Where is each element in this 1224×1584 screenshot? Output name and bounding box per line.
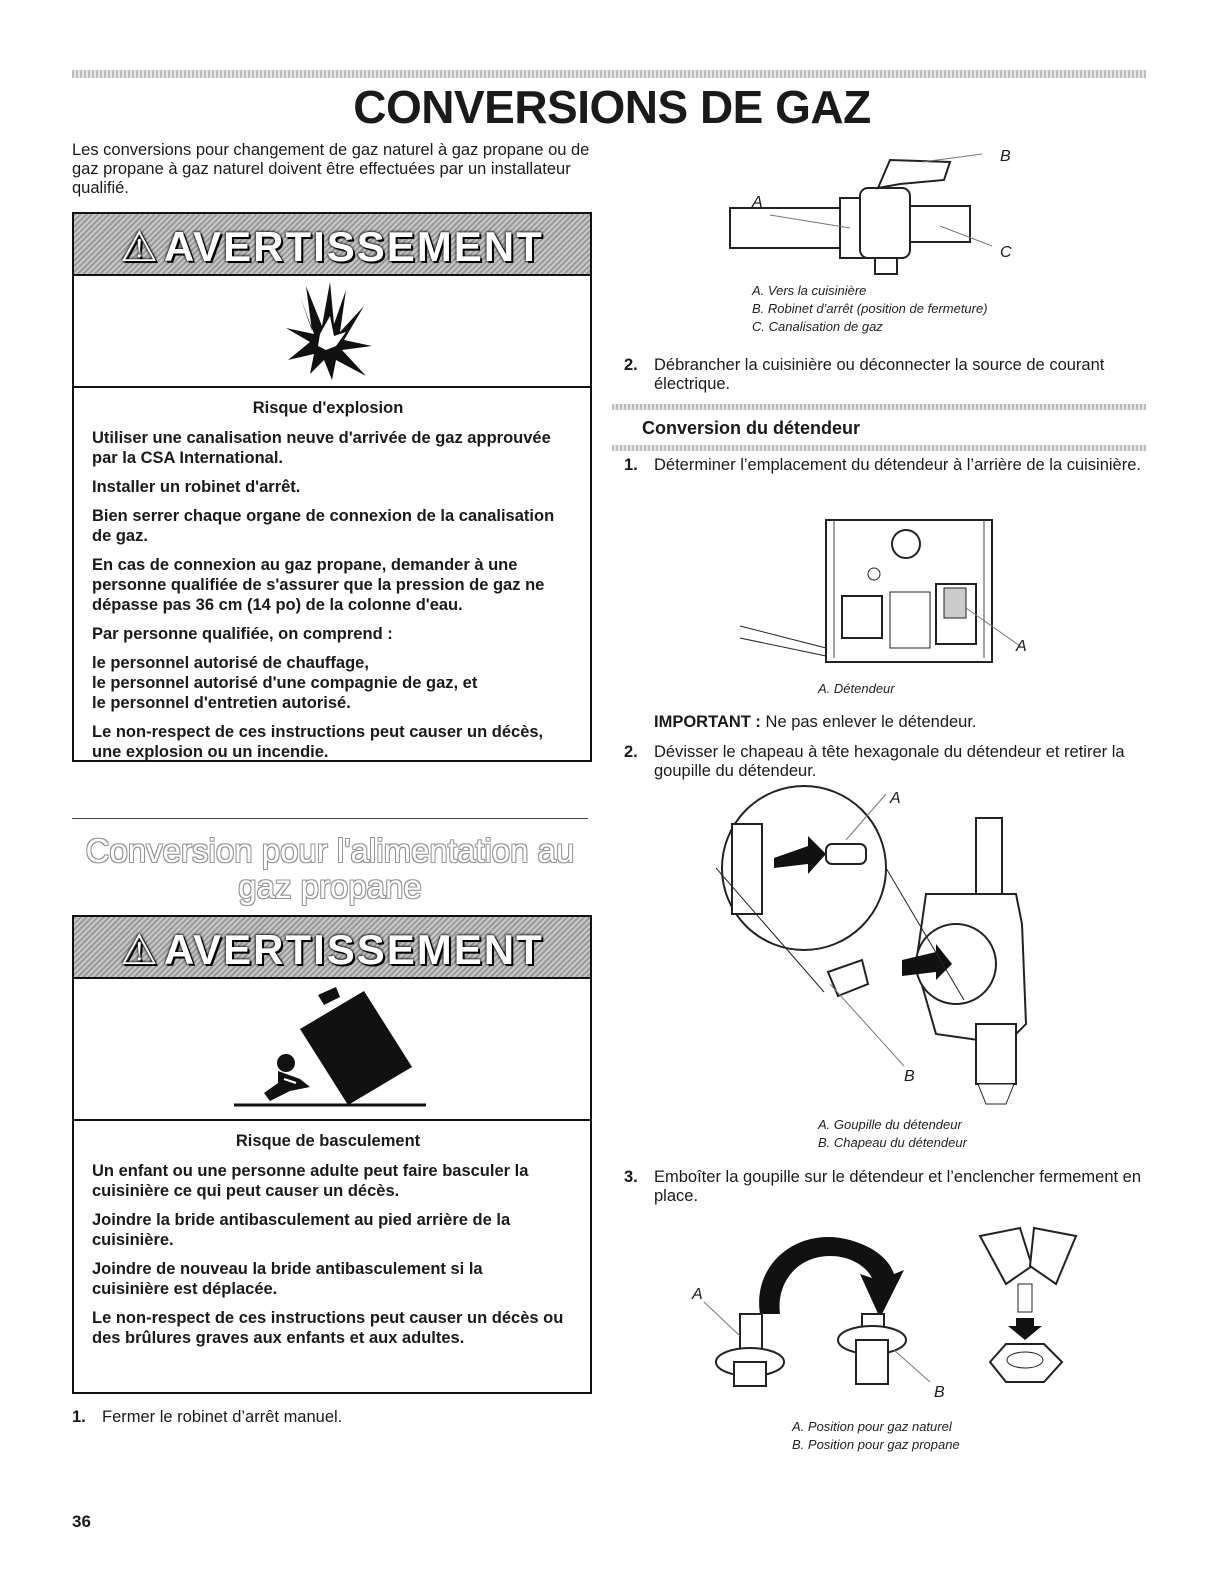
caption-line: A. Goupille du détendeur bbox=[818, 1117, 962, 1132]
warning-list-item: le personnel autorisé de chauffage, bbox=[92, 654, 369, 672]
step-text: Débrancher la cuisinière ou déconnecter la source de courant électrique. bbox=[654, 356, 1105, 393]
warning-triangle-icon: ⚠ bbox=[120, 926, 160, 973]
figure-label: B bbox=[904, 1068, 915, 1085]
figure-caption bbox=[818, 1116, 967, 1152]
caption-line: A. Vers la cuisinière bbox=[752, 283, 867, 298]
figure-label: A bbox=[752, 194, 763, 211]
step-text: Déterminer l’emplacement du détendeur à l’arrière de la cuisinière. bbox=[654, 456, 1141, 474]
figure-label: A bbox=[692, 1286, 703, 1303]
warning-header bbox=[74, 214, 590, 276]
warning-paragraph: Le non-respect de ces instructions peut causer un décès ou des brûlures graves aux enfants et aux adultes. bbox=[92, 1309, 564, 1347]
section-divider bbox=[72, 818, 588, 819]
caption-line: B. Chapeau du détendeur bbox=[818, 1135, 967, 1150]
subsection-header bbox=[612, 404, 1146, 451]
figure-caption bbox=[792, 1418, 960, 1454]
warning-header-text: AVERTISSEMENT bbox=[163, 223, 544, 270]
step-number: 1. bbox=[624, 456, 638, 474]
tipover-warning-box bbox=[72, 915, 592, 1394]
figure-label: A bbox=[890, 790, 901, 807]
figure-label: B bbox=[934, 1384, 945, 1401]
step-number: 2. bbox=[624, 356, 638, 374]
warning-paragraph: En cas de connexion au gaz propane, demander à une personne qualifiée de s'assurer que la pression de gaz ne dépasse pas 36 cm (14 po) de la colonne d'eau. bbox=[92, 556, 545, 614]
top-rule bbox=[72, 70, 1146, 78]
step-1-left bbox=[72, 1408, 588, 1427]
pin-position-diagram bbox=[690, 1222, 1090, 1402]
warning-risk: Risque d'explosion bbox=[252, 399, 404, 417]
caption-line: C. Canalisation de gaz bbox=[752, 319, 883, 334]
step-number: 2. bbox=[624, 743, 638, 761]
regulator-step-3 bbox=[624, 1168, 1144, 1206]
regulator-step-1 bbox=[624, 456, 1144, 475]
step-text: Dévisser le chapeau à tête hexagonale du détendeur et retirer la goupille du détendeur. bbox=[654, 743, 1125, 780]
step-text: Emboîter la goupille sur le détendeur et l’enclencher fermement en place. bbox=[654, 1168, 1142, 1205]
caption-line: A. Position pour gaz naturel bbox=[792, 1419, 952, 1434]
shutoff-valve-diagram bbox=[700, 140, 1040, 280]
figure-caption bbox=[752, 282, 988, 336]
warning-paragraph: Un enfant ou une personne adulte peut faire basculer la cuisinière ce qui peut causer un décès. bbox=[92, 1162, 529, 1200]
intro-text: Les conversions pour changement de gaz naturel à gaz propane ou de gaz propane à gaz naturel doivent être effectuées par un installateur qualifié. bbox=[72, 141, 590, 197]
caption-line: B. Position pour gaz propane bbox=[792, 1437, 960, 1452]
warning-paragraph: Bien serrer chaque organe de connexion de la canalisation de gaz. bbox=[92, 507, 555, 545]
warning-triangle-icon: ⚠ bbox=[120, 223, 160, 270]
warning-paragraph: Installer un robinet d'arrêt. bbox=[92, 478, 301, 496]
tip-over-icon bbox=[74, 979, 590, 1121]
subsection-title: Conversion du détendeur bbox=[642, 418, 861, 438]
page-number: 36 bbox=[72, 1512, 91, 1531]
range-back-diagram bbox=[730, 508, 1040, 668]
figure-label: A bbox=[1016, 638, 1027, 655]
warning-closing: Le non-respect de ces instructions peut causer un décès, une explosion ou un incendie. bbox=[92, 723, 544, 761]
regulator-step-2 bbox=[624, 743, 1144, 781]
figure-label: C bbox=[1000, 244, 1012, 261]
warning-header-text: AVERTISSEMENT bbox=[163, 926, 544, 973]
figure-label: B bbox=[1000, 148, 1011, 165]
warning-paragraph: Par personne qualifiée, on comprend : bbox=[92, 625, 393, 643]
warning-header bbox=[74, 917, 590, 979]
warning-paragraph: Joindre la bride antibasculement au pied arrière de la cuisinière. bbox=[92, 1211, 511, 1249]
warning-list-item: le personnel d'entretien autorisé. bbox=[92, 694, 351, 712]
explosion-warning-box bbox=[72, 212, 592, 762]
important-label: IMPORTANT : bbox=[654, 713, 761, 731]
caption-line: B. Robinet d’arrêt (position de fermeture) bbox=[752, 301, 988, 316]
regulator-cap-diagram bbox=[716, 784, 1036, 1114]
page-title: CONVERSIONS DE GAZ bbox=[353, 81, 871, 133]
section-title: Conversion pour l'alimentation au gaz propane bbox=[85, 832, 575, 905]
warning-list-item: le personnel autorisé d'une compagnie de gaz, et bbox=[92, 674, 478, 692]
explosion-icon bbox=[74, 276, 590, 388]
important-text: Ne pas enlever le détendeur. bbox=[765, 713, 977, 731]
step-number: 1. bbox=[72, 1408, 86, 1426]
warning-paragraph: Joindre de nouveau la bride antibasculement si la cuisinière est déplacée. bbox=[92, 1260, 483, 1298]
step-number: 3. bbox=[624, 1168, 638, 1186]
important-note bbox=[654, 713, 1144, 732]
warning-risk: Risque de basculement bbox=[235, 1132, 421, 1150]
figure-caption: A. Détendeur bbox=[818, 681, 895, 696]
warning-paragraph: Utiliser une canalisation neuve d'arrivée de gaz approuvée par la CSA International. bbox=[92, 429, 551, 467]
step-2-disconnect bbox=[624, 356, 1144, 394]
step-text: Fermer le robinet d’arrêt manuel. bbox=[102, 1408, 343, 1426]
